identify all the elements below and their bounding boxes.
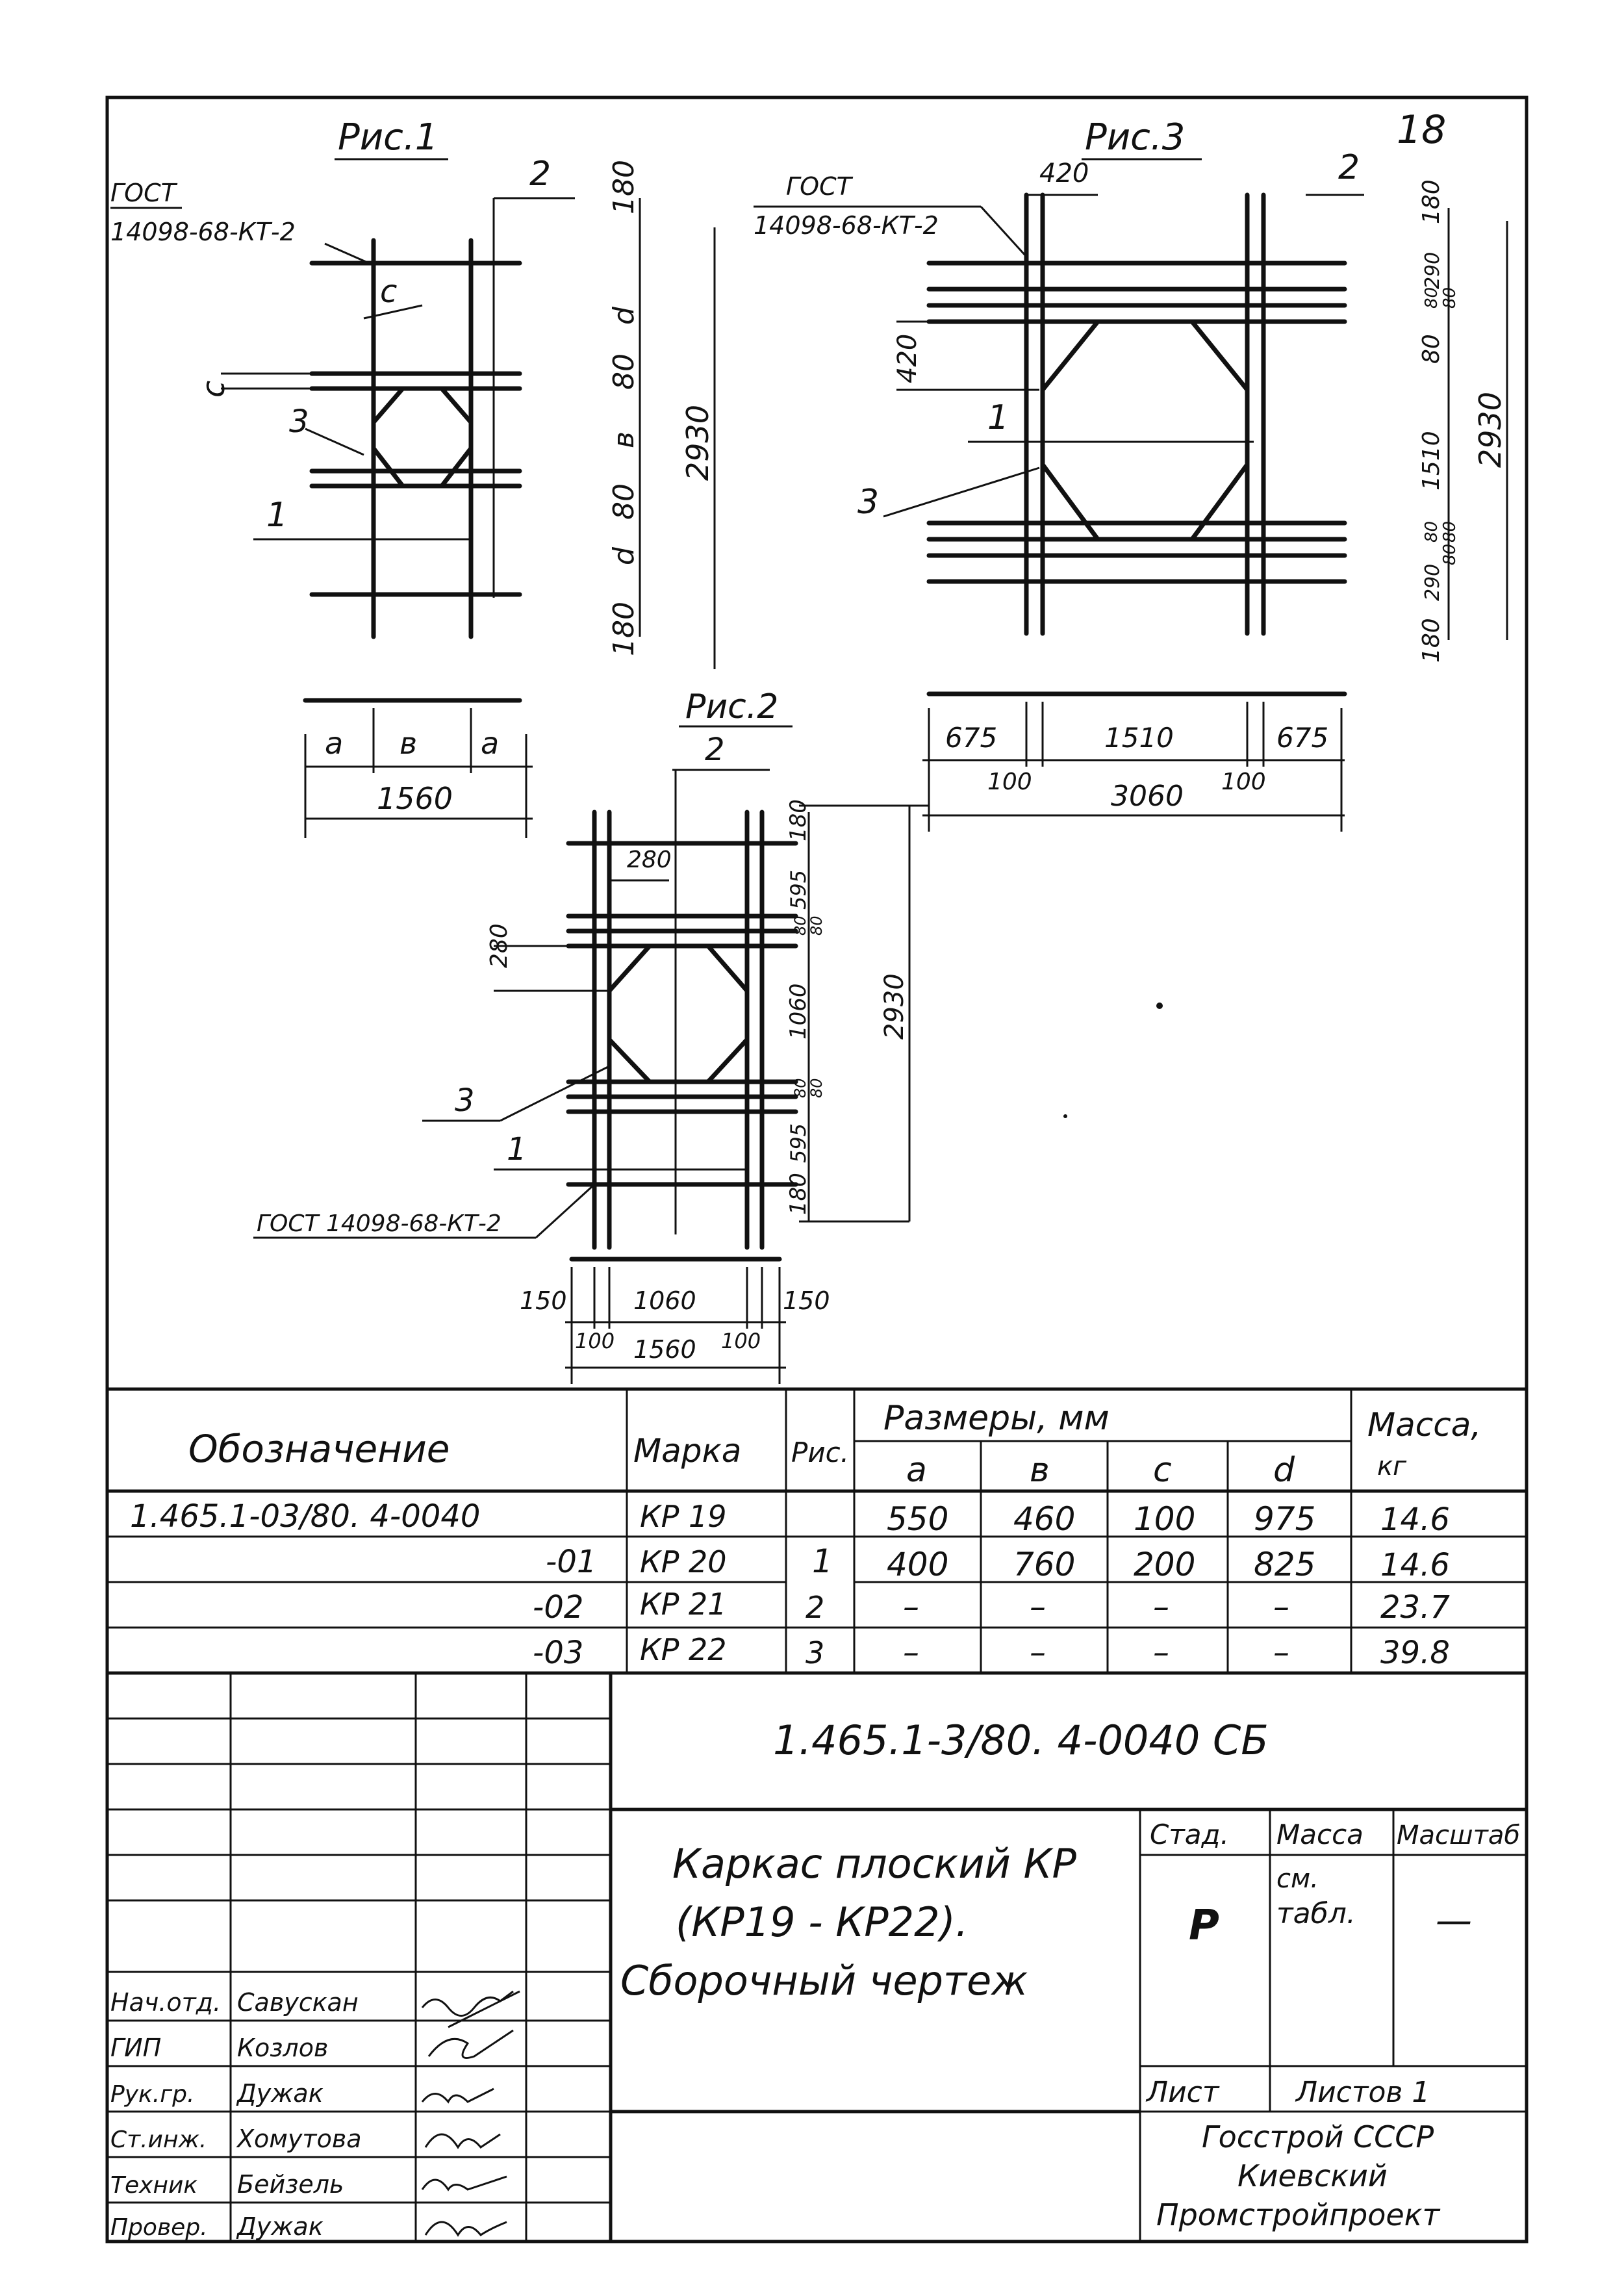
fig3-callout-3: 3 <box>857 483 880 522</box>
scale-label: Масштаб <box>1397 1821 1521 1850</box>
table-header-d: d <box>1273 1451 1295 1490</box>
fig1-vdim: 80 <box>607 483 641 520</box>
row-a: 400 <box>887 1546 949 1583</box>
fig1-dim-total: 1560 <box>377 781 453 816</box>
staff-role: Ст.инж. <box>110 2127 207 2153</box>
row-designation: -01 <box>546 1544 597 1580</box>
fig1-dim-a-left: а <box>325 726 344 761</box>
fig3-vdim: 80 <box>1440 520 1460 543</box>
staff-role: Нач.отд. <box>110 1988 222 2017</box>
fig1-vdim: в <box>607 431 641 448</box>
fig1-title: Рис.1 <box>338 116 438 159</box>
stage-value: Р <box>1189 1902 1219 1950</box>
staff-role: ГИП <box>110 2034 162 2062</box>
row-b: – <box>1030 1633 1046 1671</box>
table-row <box>546 1544 1450 1583</box>
fig2-dim-280-left: 280 <box>486 923 513 968</box>
row-designation: -02 <box>533 1589 584 1626</box>
row-b: – <box>1030 1588 1046 1626</box>
fig2-title: Рис.2 <box>685 687 779 726</box>
fig3-total-height: 2930 <box>1473 391 1508 468</box>
fig1-callout-1: 1 <box>266 496 288 535</box>
org-line3: Промстройпроект <box>1156 2197 1440 2232</box>
staff-name: Козлов <box>237 2034 329 2062</box>
fig3-vdim: 80 <box>1440 287 1460 309</box>
row-mass: 23.7 <box>1380 1589 1450 1626</box>
staff-row <box>110 2170 344 2199</box>
signature <box>422 1991 513 2016</box>
title-block <box>107 1673 1527 2242</box>
row-designation: 1.465.1-03/80. 4-0040 <box>130 1498 481 1535</box>
row-b: 460 <box>1013 1500 1076 1538</box>
spec-table <box>107 1389 1527 1673</box>
table-header-mass: Масса, <box>1367 1406 1482 1444</box>
table-header-mark: Марка <box>633 1432 742 1470</box>
row-a: – <box>903 1588 919 1626</box>
staff-name: Савускан <box>237 1988 359 2017</box>
fig3-bdim: 100 <box>987 769 1032 795</box>
stage-label: Стад. <box>1150 1819 1229 1850</box>
figure-2 <box>253 687 929 1384</box>
fig1-vdim: d <box>607 547 641 565</box>
fig3-vdim: 180 <box>1418 179 1445 224</box>
fig3-vdim: 80 <box>1418 334 1445 364</box>
fig2-vdim: 80 <box>791 915 809 936</box>
row-d: – <box>1273 1633 1289 1671</box>
fig3-vdim: 290 <box>1421 251 1444 289</box>
staff-row <box>110 2125 362 2153</box>
table-header-mass-unit: кг <box>1377 1451 1407 1481</box>
fig3-dim-420-left: 420 <box>893 333 922 383</box>
fig2-bdim: 150 <box>520 1286 567 1315</box>
row-mark: КР 22 <box>640 1632 727 1667</box>
fig2-bottom-total: 1560 <box>633 1335 696 1364</box>
fig2-vdim: 595 <box>786 869 811 910</box>
staff-name: Дужак <box>237 2212 324 2241</box>
fig1-gost-line1: ГОСТ <box>110 179 176 207</box>
row-c: – <box>1153 1633 1169 1671</box>
row-mass: 14.6 <box>1380 1547 1450 1583</box>
row-fig: 3 <box>806 1635 825 1670</box>
drawing-name-line3: Сборочный чертеж <box>620 1957 1028 2004</box>
fig3-gost-line1: ГОСТ <box>786 172 852 201</box>
table-row <box>533 1632 1450 1671</box>
fig3-gost-line2: 14098-68-КТ-2 <box>754 211 939 240</box>
fig2-vdim: 80 <box>807 1078 826 1098</box>
fig3-callout-1: 1 <box>987 398 1009 437</box>
table-row <box>130 1498 1450 1580</box>
mass-label: Масса <box>1276 1819 1364 1850</box>
figure-1 <box>110 116 715 838</box>
fig1-vdim: 180 <box>607 602 641 656</box>
page-number: 18 <box>1397 107 1447 153</box>
table-header-sizes: Размеры, мм <box>883 1399 1110 1438</box>
fig3-vdim: 80 <box>1422 520 1441 543</box>
fig1-letter-c-left: с <box>196 380 232 398</box>
fig2-bdim: 100 <box>721 1329 761 1353</box>
fig3-bdim: 1510 <box>1104 722 1174 754</box>
fig1-total-height: 2930 <box>680 404 715 481</box>
row-b: 760 <box>1013 1546 1076 1583</box>
fig2-callout-1: 1 <box>507 1131 527 1168</box>
fig3-vdim: 180 <box>1418 618 1445 663</box>
fig1-callout-3: 3 <box>289 403 309 440</box>
table-header-fig: Рис. <box>791 1437 850 1468</box>
fig3-vdim: 80 <box>1440 543 1460 565</box>
signature <box>422 2089 494 2102</box>
mass-value-line2: табл. <box>1276 1897 1356 1930</box>
fig2-vdim: 595 <box>786 1123 811 1163</box>
fig2-vdims <box>785 799 826 1215</box>
fig3-dim-420-top: 420 <box>1039 159 1089 188</box>
staff-name: Дужак <box>237 2079 324 2108</box>
fig2-bdim: 150 <box>783 1286 830 1315</box>
signature <box>425 2222 507 2235</box>
row-a: – <box>903 1633 919 1671</box>
sheets-label: Листов 1 <box>1296 2076 1430 2109</box>
fig2-callout-3: 3 <box>455 1082 475 1119</box>
row-c: – <box>1153 1588 1169 1626</box>
drawing-name-line2: (КР19 - КР22). <box>676 1898 969 1946</box>
fig3-vdims <box>1418 179 1460 663</box>
fig1-vdims <box>607 160 641 656</box>
row-mark: КР 19 <box>640 1499 727 1534</box>
fig2-vdim: 180 <box>785 799 811 841</box>
row-c: 100 <box>1134 1500 1196 1538</box>
fig3-bdim: 675 <box>945 722 998 754</box>
row-d: 825 <box>1254 1546 1316 1583</box>
staff-role: Рук.гр. <box>110 2081 195 2108</box>
row-mass: 14.6 <box>1380 1501 1450 1538</box>
table-row <box>533 1587 1450 1626</box>
row-mark: КР 20 <box>640 1544 727 1579</box>
row-fig: 2 <box>806 1590 825 1625</box>
fig2-callout-2: 2 <box>705 732 725 768</box>
staff-row <box>110 1988 359 2017</box>
table-header-b: в <box>1030 1451 1050 1490</box>
fig2-vdim: 80 <box>791 1078 809 1098</box>
fig1-vdim: 80 <box>607 353 641 390</box>
fig2-dim-280-top: 280 <box>627 847 672 873</box>
staff-role: Техник <box>110 2172 198 2199</box>
fig3-vdim: 80 <box>1422 287 1441 309</box>
fig1-vdim: 180 <box>607 160 641 214</box>
fig2-bdim: 1060 <box>633 1286 696 1315</box>
fig3-bdim: 675 <box>1276 722 1329 754</box>
fig2-vdim: 80 <box>807 915 826 936</box>
fig1-dim-b: в <box>400 726 418 761</box>
table-header-designation: Обозначение <box>188 1427 450 1471</box>
sheet-label: Лист <box>1147 2076 1219 2109</box>
org-line1: Госстрой СССР <box>1202 2119 1434 2154</box>
row-c: 200 <box>1134 1546 1196 1583</box>
staff-role: Провер. <box>110 2214 208 2241</box>
fig3-bottom-total: 3060 <box>1111 780 1184 813</box>
fig1-gost-line2: 14098-68-КТ-2 <box>110 218 296 246</box>
fig2-vdim: 180 <box>785 1173 811 1215</box>
row-d: – <box>1273 1588 1289 1626</box>
table-header-a: а <box>906 1451 927 1490</box>
row-mass: 39.8 <box>1380 1635 1450 1671</box>
fig1-dim-a-right: а <box>481 726 500 761</box>
staff-name: Хомутова <box>237 2125 362 2153</box>
row-fig: 1 <box>812 1542 833 1580</box>
fig3-callout-2: 2 <box>1338 148 1360 187</box>
row-designation: -03 <box>533 1635 584 1671</box>
staff-row <box>110 2079 324 2108</box>
drawing-name-line1: Каркас плоский КР <box>672 1840 1076 1887</box>
org-line2: Киевский <box>1237 2158 1388 2193</box>
fig3-vdim: 1510 <box>1418 431 1445 491</box>
doc-code: 1.465.1-3/80. 4-0040 СБ <box>773 1717 1269 1764</box>
fig1-vdim: d <box>607 307 641 325</box>
staff-row <box>110 2212 324 2241</box>
staff-row <box>110 2034 328 2062</box>
fig3-vdim: 290 <box>1421 563 1444 601</box>
fig3-title: Рис.3 <box>1085 116 1186 159</box>
scale-value: — <box>1436 1900 1472 1942</box>
row-mark: КР 21 <box>640 1587 727 1622</box>
row-d: 975 <box>1254 1500 1316 1538</box>
signature <box>422 2177 507 2190</box>
fig2-gost: ГОСТ 14098-68-КТ-2 <box>257 1210 501 1237</box>
signature <box>425 2134 500 2147</box>
row-a: 550 <box>887 1500 949 1538</box>
fig1-callout-2: 2 <box>529 155 552 194</box>
staff-name: Бейзель <box>237 2170 344 2199</box>
fig2-bdim: 100 <box>575 1329 615 1353</box>
table-header-c: с <box>1153 1451 1172 1490</box>
fig2-total-height: 2930 <box>880 973 909 1040</box>
mass-value-line1: см. <box>1276 1864 1319 1894</box>
figure-3 <box>754 116 1508 832</box>
fig3-bdim: 100 <box>1221 769 1266 795</box>
fig1-letter-c-top: с <box>380 274 398 310</box>
fig2-vdim: 1060 <box>785 983 811 1040</box>
